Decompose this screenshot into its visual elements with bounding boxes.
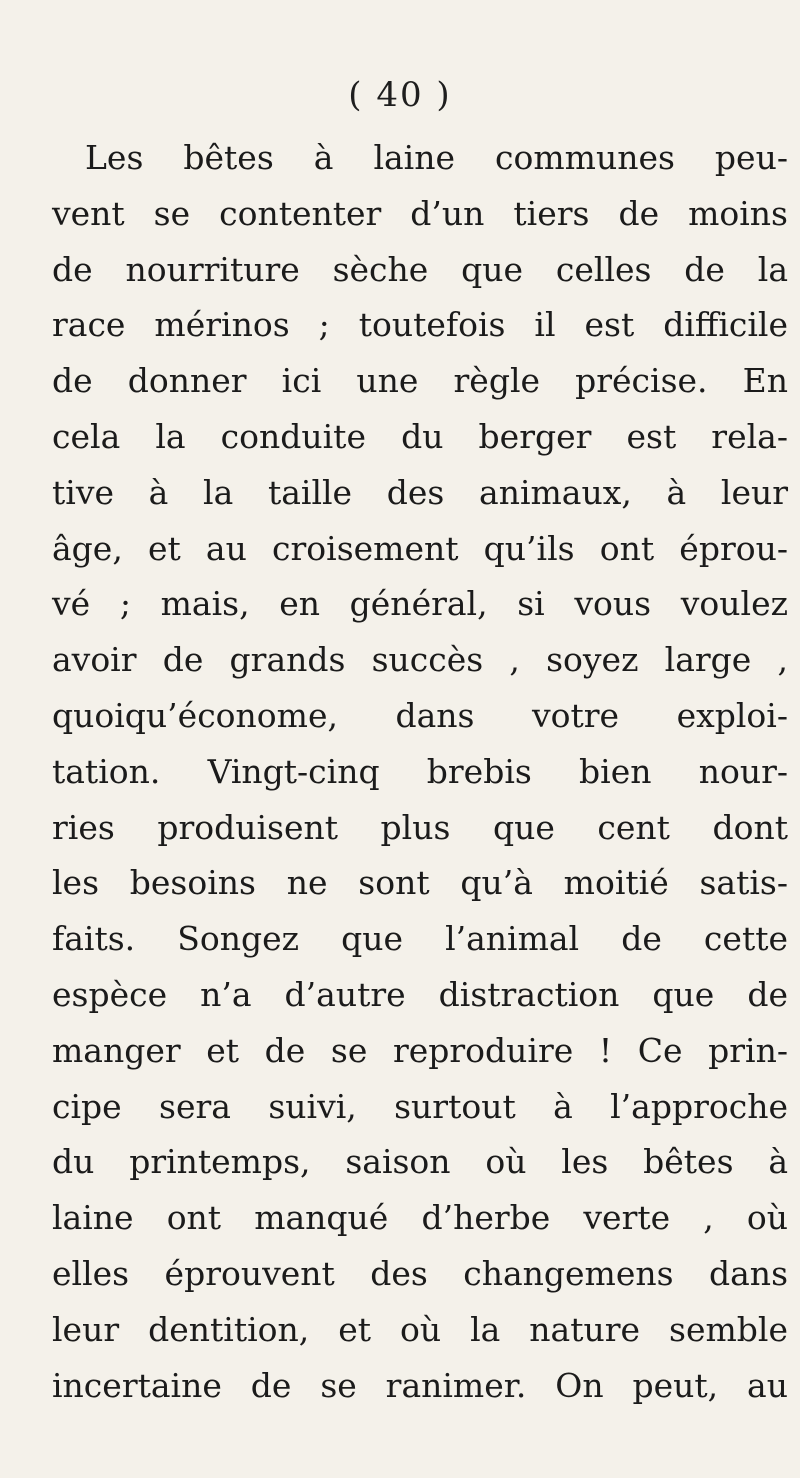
text-line: du printemps, saison où les bêtes à — [52, 1142, 788, 1182]
text-line: espèce n’a d’autre distraction que de — [52, 974, 788, 1014]
text-line: les besoins ne sont qu’à moitié satis- — [52, 863, 788, 903]
text-line: âge, et au croisement qu’ils ont éprou- — [52, 528, 788, 568]
text-line: tive à la taille des animaux, à leur — [52, 472, 788, 512]
text-line: manger et de se reproduire ! Ce prin- — [52, 1030, 788, 1070]
text-line: leur dentition, et où la nature semble — [52, 1309, 788, 1349]
text-line: tation. Vingt-cinq brebis bien nour- — [52, 751, 788, 791]
text-line: de donner ici une règle précise. En — [52, 361, 788, 401]
text-line: incertaine de se ranimer. On peut, au — [52, 1365, 788, 1405]
text-line: ries produisent plus que cent dont — [52, 807, 788, 847]
text-line: Les bêtes à laine communes peu- — [85, 138, 788, 177]
text-line: vé ; mais, en général, si vous voulez — [52, 584, 788, 624]
text-line: cipe sera suivi, surtout à l’approche — [52, 1086, 788, 1126]
text-line: vent se contenter d’un tiers de moins — [52, 193, 788, 233]
text-line: quoiqu’économe, dans votre exploi- — [52, 695, 788, 735]
text-line: laine ont manqué d’herbe verte , où — [52, 1198, 788, 1238]
text-line: cela la conduite du berger est rela- — [52, 416, 788, 456]
text-line: de nourriture sèche que celles de la — [52, 249, 788, 289]
text-line: faits. Songez que l’animal de cette — [52, 919, 788, 959]
text-line: elles éprouvent des changemens dans — [52, 1253, 788, 1293]
text-line: avoir de grands succès , soyez large , — [52, 640, 788, 680]
text-line: race mérinos ; toutefois il est difficile — [52, 305, 788, 345]
page-number: ( 40 ) — [348, 75, 452, 115]
body-text — [52, 130, 788, 1413]
